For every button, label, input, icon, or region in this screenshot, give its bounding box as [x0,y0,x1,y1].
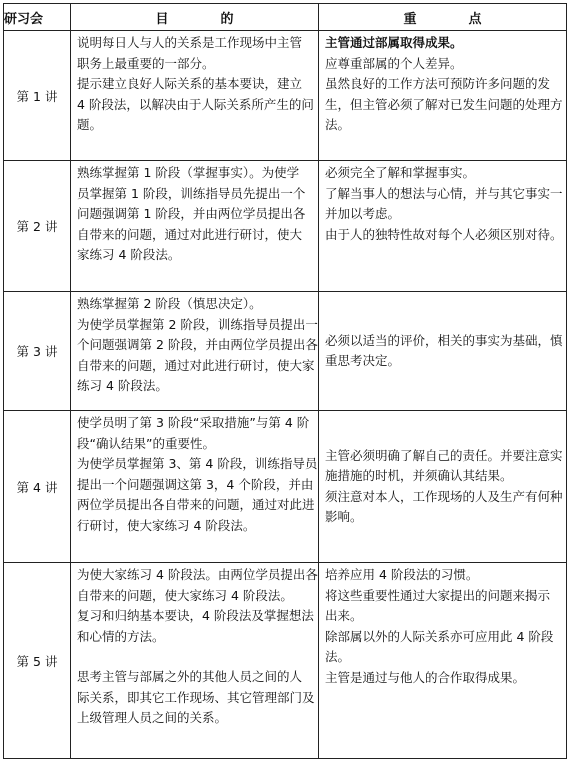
focus-line: 并加以考虑。 [325,206,401,221]
purpose-line: 为使学员掌握第 3、第 4 阶段，训练指导员 [77,456,318,471]
purpose-line: 使学员明了第 3 阶段“采取措施”与第 4 阶 [77,415,310,430]
purpose-cell [71,563,319,759]
purpose-line: 行研讨，使大家练习 4 阶段法。 [77,517,256,533]
table-row [4,411,567,563]
purpose-line: 熟练掌握第 1 阶段（掌握事实）。为使学 [77,165,300,180]
focus-line: 虽然良好的工作方法可预防许多问题的发 [325,76,551,91]
header-purpose [71,4,319,31]
purpose-line: 思考主管与部属之外的其他人员之间的人 [77,669,303,684]
focus-line: 须注意对本人，工作现场的人及生产有何种 [325,488,563,504]
purpose-line: 职务上最重要的一部分。 [77,55,215,71]
focus-cell [319,161,567,292]
session-label: 第 5 讲 [4,563,71,759]
table-row [4,292,567,411]
session-label: 第 1 讲 [4,31,71,161]
purpose-line: 际关系，即其它工作现场、其它管理部门及 [77,689,315,705]
focus-cell [319,31,567,161]
purpose-line: 为使大家练习 4 阶段法。由两位学员提出各 [77,567,318,582]
purpose-line: 自带来的问题，通过对此进行研讨，使大 [77,226,303,242]
focus-line-emphasis: 主管通过部属取得成果。 [325,35,463,50]
purpose-line: 员掌握第 1 阶段，训练指导员先提出一个 [77,185,306,201]
purpose-line: 练习 4 阶段法。 [77,378,168,393]
session-label: 第 2 讲 [4,161,71,292]
purpose-line: 段“确认结果”的重要性。 [77,435,215,451]
focus-line: 除部属以外的人际关系亦可应用此 4 阶段 [325,628,554,644]
purpose-line: 熟练掌握第 2 阶段（慎思决定）。 [77,296,262,311]
focus-line: 将这些重要性通过大家提出的问题来揭示 [325,587,551,603]
purpose-line: 个问题强调第 2 阶段，并由两位学员提出各 [77,337,318,352]
paragraph-gap [77,647,312,667]
focus-line: 由于人的独特性故对每个人必须区别对待。 [325,226,563,242]
focus-line: 重思考决定。 [325,353,401,368]
focus-line: 施措施的时机，并须确认其结果。 [325,468,513,483]
focus-line: 必须完全了解和掌握事实。 [325,165,476,180]
table-row [4,563,567,759]
curriculum-table [3,3,567,759]
purpose-line: 4 阶段法，以解决由于人际关系所产生的问 [77,96,314,112]
focus-line: 法。 [325,649,351,664]
focus-line: 主管必须明确了解自己的责任。并要注意实 [325,447,563,463]
purpose-cell [71,411,319,563]
purpose-line: 和心情的方法。 [77,628,165,644]
purpose-line: 提示建立良好人际关系的基本要诀，建立 [77,76,303,91]
header-focus-text: 重点 [403,11,534,27]
purpose-line: 自带来的问题，通过对此进行研讨，使大家 [77,357,315,373]
table-header-row [4,4,567,31]
purpose-cell [71,292,319,411]
focus-line: 出来。 [325,608,363,623]
focus-line: 法。 [325,117,351,132]
focus-line: 应尊重部属的个人差异。 [325,55,463,71]
purpose-line: 家练习 4 阶段法。 [77,247,181,262]
focus-line: 影响。 [325,509,363,524]
focus-cell [319,292,567,411]
focus-line: 培养应用 4 阶段法的习惯。 [325,567,479,582]
purpose-line: 说明每日人与人的关系是工作现场中主管 [77,35,303,50]
focus-cell [319,563,567,759]
purpose-line: 复习和归纳基本要诀，4 阶段法及掌握想法 [77,608,314,623]
header-focus [319,4,567,31]
purpose-line: 为使学员掌握第 2 阶段，训练指导员提出一 [77,316,318,332]
purpose-line: 上级管理人员之间的关系。 [77,710,228,725]
purpose-cell [71,31,319,161]
purpose-line: 提出一个问题强调这第 3，4 个阶段，并由 [77,476,314,492]
header-purpose-text: 目的 [155,11,286,27]
focus-line: 生，但主管必须了解对已发生问题的处理方 [325,96,563,112]
table-row [4,31,567,161]
purpose-line: 两位学员提出各自带来的问题，通过对此进 [77,497,315,512]
purpose-line: 题。 [77,117,103,132]
header-session: 研习会 [4,4,71,31]
focus-line: 必须以适当的评价，相关的事实为基础，慎 [325,332,563,348]
focus-line: 了解当事人的想法与心情，并与其它事实一 [325,185,563,201]
session-label: 第 4 讲 [4,411,71,563]
table-row [4,161,567,292]
focus-line: 主管是通过与他人的合作取得成果。 [325,669,526,685]
focus-cell [319,411,567,563]
purpose-cell [71,161,319,292]
purpose-line: 问题强调第 1 阶段，并由两位学员提出各 [77,206,306,221]
purpose-line: 自带来的问题，使大家练习 4 阶段法。 [77,587,293,603]
session-label: 第 3 讲 [4,292,71,411]
